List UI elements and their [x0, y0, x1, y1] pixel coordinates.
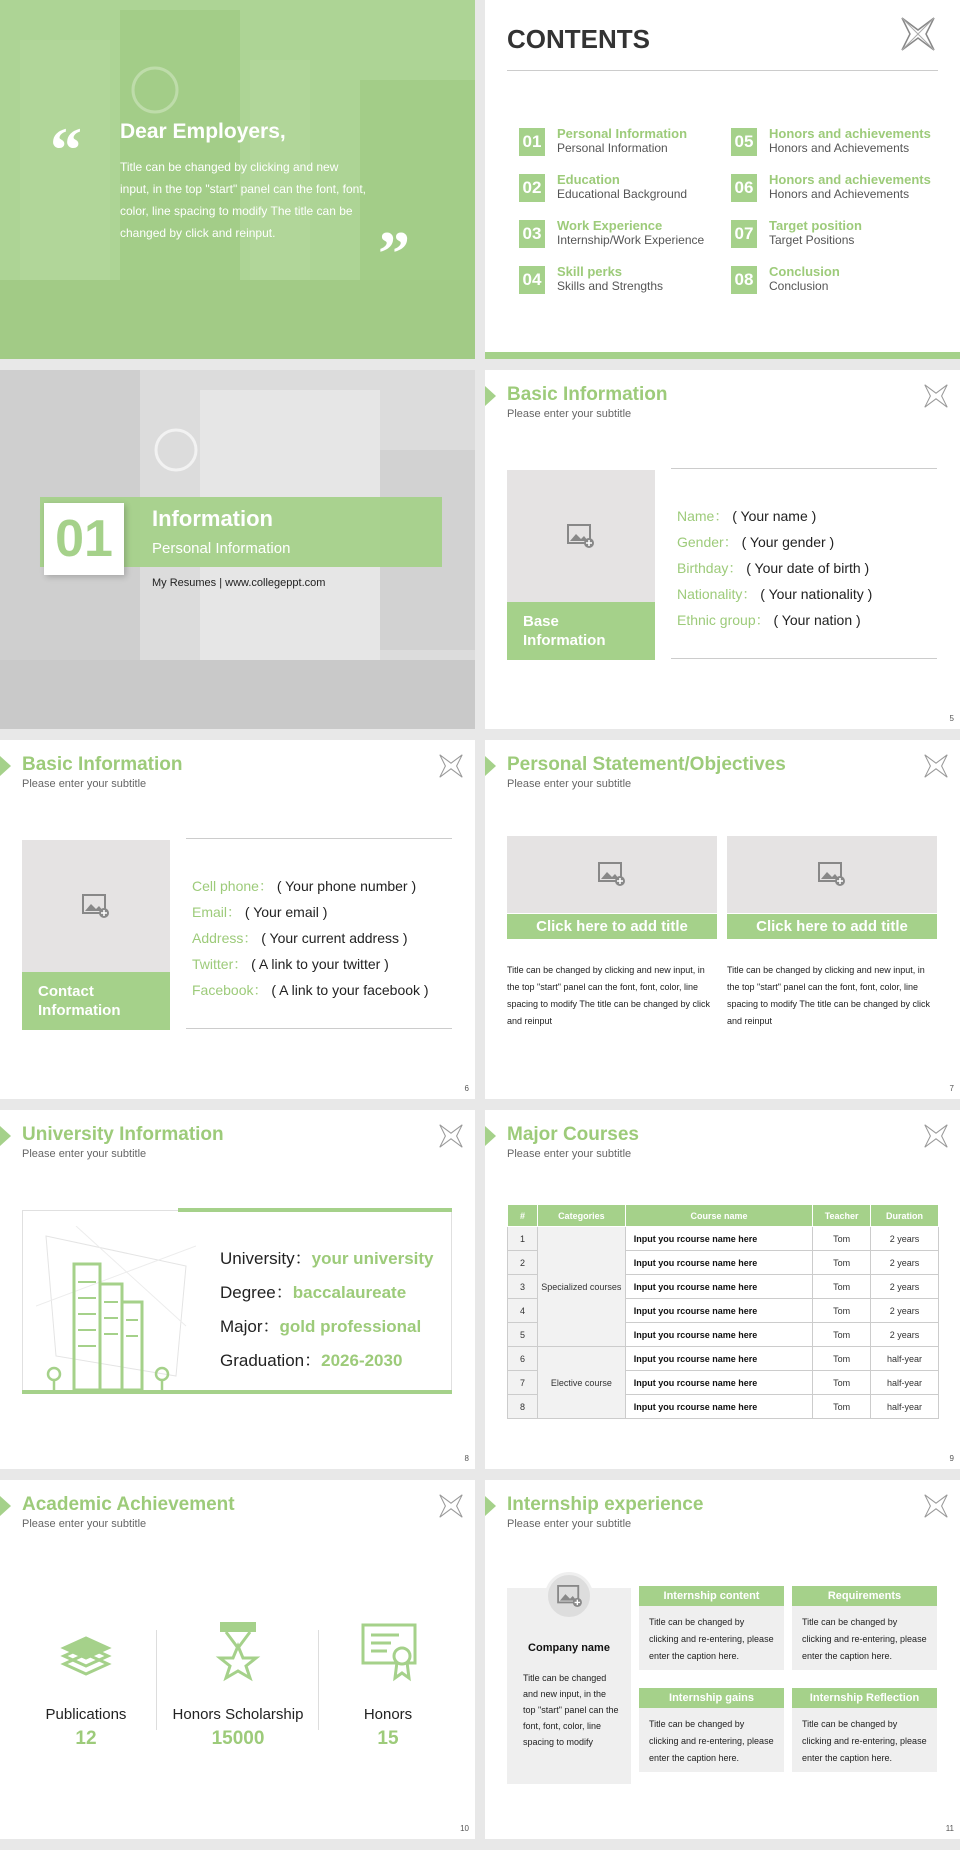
- statement-text-right[interactable]: Title can be changed by clicking and new input, in the top "start" panel can the font, font, color, line spacing to modify The title can be changed by click and reinput: [727, 965, 930, 1026]
- duration: 2 years: [871, 1275, 939, 1299]
- toc-subtitle: Internship/Work Experience: [557, 233, 705, 247]
- field-cell-phone[interactable]: [192, 876, 416, 896]
- major-row[interactable]: [220, 1312, 421, 1337]
- section-title[interactable]: Information: [152, 506, 273, 531]
- company-card[interactable]: [507, 1588, 631, 1784]
- graduation-row[interactable]: [220, 1346, 402, 1371]
- field-key: Cell phone：: [192, 878, 273, 894]
- slide-major-courses: [485, 1110, 960, 1469]
- section-arrow-icon: [0, 756, 11, 776]
- slide-subtitle[interactable]: Please enter your subtitle: [507, 1518, 632, 1530]
- row-key: Degree：: [220, 1283, 293, 1302]
- row-index: 8: [508, 1395, 538, 1419]
- field-value: ( Your current address ): [261, 930, 408, 946]
- bottom-divider: [671, 658, 937, 659]
- toc-number: 03: [519, 220, 545, 248]
- slide-subtitle[interactable]: Please enter your subtitle: [22, 1518, 147, 1530]
- university-top-bar: [178, 1208, 452, 1212]
- statement-text-left[interactable]: Title can be changed by clicking and new input, in the top "start" panel can the font, font, color, line spacing to modify The title can be changed by click and reinput: [507, 965, 710, 1026]
- toc-title: Honors and achievements: [769, 126, 931, 141]
- slide-subtitle[interactable]: Please enter your subtitle: [507, 778, 632, 790]
- toc-number: 01: [519, 128, 545, 156]
- internship-gains-box[interactable]: [639, 1688, 784, 1772]
- row-index: 1: [508, 1227, 538, 1251]
- image-placeholder-icon: [567, 524, 595, 548]
- bottom-divider: [186, 1028, 452, 1029]
- field-key: Facebook：: [192, 982, 268, 998]
- toc-title: Target position: [769, 218, 862, 233]
- page-number: 5: [949, 714, 954, 723]
- slide-subtitle[interactable]: Please enter your subtitle: [22, 778, 147, 790]
- slide-personal-statement: [485, 740, 960, 1099]
- toc-subtitle: Target Positions: [769, 233, 855, 247]
- company-logo-placeholder[interactable]: [545, 1572, 593, 1620]
- internship-content-box[interactable]: [639, 1586, 784, 1670]
- section-arrow-icon: [0, 1126, 11, 1146]
- section-arrow-icon: [0, 1496, 11, 1516]
- toc-subtitle: Honors and Achievements: [769, 141, 910, 155]
- row-key: Major：: [220, 1317, 280, 1336]
- course-name: Input you rcourse name here: [625, 1347, 812, 1371]
- field-key: Gender：: [677, 534, 738, 550]
- teacher: Tom: [813, 1227, 871, 1251]
- page-number: 11: [945, 1824, 954, 1833]
- duration: 2 years: [871, 1227, 939, 1251]
- slide-section-01: [0, 370, 475, 729]
- open-quote-icon: “: [50, 114, 82, 185]
- certificate-icon: [360, 1622, 418, 1682]
- toc-title: Personal Information: [557, 126, 688, 141]
- slide-title[interactable]: Basic Information: [22, 754, 183, 775]
- section-arrow-icon: [485, 756, 496, 776]
- contact-information-label[interactable]: Contact Information: [22, 972, 170, 1030]
- toc-item-03[interactable]: [519, 218, 719, 252]
- toc-subtitle: Honors and Achievements: [769, 187, 910, 201]
- field-name[interactable]: [677, 506, 816, 526]
- toc-item-06[interactable]: [731, 172, 931, 206]
- image-placeholder-icon: [557, 1585, 583, 1607]
- toc-title: Conclusion: [769, 264, 840, 279]
- toc-number: 08: [731, 266, 757, 294]
- slide-title[interactable]: University Information: [22, 1124, 224, 1145]
- table-header: Categories: [537, 1205, 625, 1227]
- section-arrow-icon: [485, 1496, 496, 1516]
- field-ethnic-group[interactable]: [677, 610, 861, 630]
- slide-title[interactable]: Basic Information: [507, 384, 668, 405]
- box-header: Internship Reflection: [792, 1688, 937, 1708]
- teacher: Tom: [813, 1347, 871, 1371]
- row-index: 6: [508, 1347, 538, 1371]
- university-bottom-bar: [22, 1390, 452, 1394]
- toc-item-04[interactable]: [519, 264, 719, 298]
- row-index: 4: [508, 1299, 538, 1323]
- courses-table: [507, 1204, 939, 1419]
- course-name: Input you rcourse name here: [625, 1371, 812, 1395]
- building-icon: [36, 1226, 196, 1392]
- toc-item-02[interactable]: [519, 172, 719, 206]
- teacher: Tom: [813, 1323, 871, 1347]
- section-arrow-icon: [485, 386, 496, 406]
- row-key: University：: [220, 1249, 312, 1268]
- table-header: Course name: [625, 1205, 812, 1227]
- slide-university-information: [0, 1110, 475, 1469]
- achievement-label: Publications: [45, 1706, 127, 1723]
- box-body: Title can be changed by clicking and re-entering, please enter the caption here.: [639, 1606, 784, 1670]
- duration: half-year: [871, 1347, 939, 1371]
- field-key: Address：: [192, 930, 258, 946]
- slide-academic-achievement: [0, 1480, 475, 1839]
- image-placeholder-icon: [82, 894, 110, 918]
- toc-item-07[interactable]: [731, 218, 931, 252]
- image-placeholder-right[interactable]: [727, 836, 937, 913]
- star-logo-icon: [898, 14, 938, 54]
- table-header-row: [508, 1205, 939, 1227]
- teacher: Tom: [813, 1395, 871, 1419]
- field-value: ( Your gender ): [741, 534, 835, 550]
- field-birthday[interactable]: [677, 558, 869, 578]
- slide-basic-information: [485, 370, 960, 729]
- slide-internship-experience: [485, 1480, 960, 1839]
- slide-contact-information: [0, 740, 475, 1099]
- top-divider: [186, 838, 452, 839]
- photo-placeholder[interactable]: [22, 840, 170, 972]
- toc-subtitle: Educational Background: [557, 187, 688, 201]
- star-logo-icon: [922, 382, 950, 410]
- achievement-value: 12: [75, 1728, 97, 1749]
- table-row[interactable]: [508, 1347, 939, 1371]
- table-header: Duration: [871, 1205, 939, 1227]
- field-key: Nationality：: [677, 586, 757, 602]
- field-email[interactable]: [192, 902, 327, 922]
- toc-subtitle: Conclusion: [769, 279, 829, 293]
- field-value: ( Your nationality ): [760, 586, 873, 602]
- field-value: ( A link to your twitter ): [251, 956, 389, 972]
- duration: 2 years: [871, 1323, 939, 1347]
- course-name: Input you rcourse name here: [625, 1323, 812, 1347]
- field-gender[interactable]: [677, 532, 834, 552]
- star-logo-icon: [437, 1492, 465, 1520]
- university-row[interactable]: [220, 1244, 434, 1269]
- field-key: Name：: [677, 508, 729, 524]
- field-value: ( A link to your facebook ): [271, 982, 429, 998]
- slide-subtitle[interactable]: Please enter your subtitle: [507, 1148, 632, 1160]
- field-key: Ethnic group：: [677, 612, 770, 628]
- image-placeholder-icon: [598, 862, 626, 886]
- company-name: Company name: [528, 1642, 610, 1654]
- achievement-value: 15000: [211, 1728, 265, 1749]
- toc-title: Honors and achievements: [769, 172, 931, 187]
- toc-item-05[interactable]: [731, 126, 931, 160]
- books-icon: [58, 1624, 114, 1680]
- section-number: 01: [44, 503, 124, 575]
- section-subtitle[interactable]: Personal Information: [152, 540, 291, 557]
- course-name: Input you rcourse name here: [625, 1395, 812, 1419]
- box-header: Requirements: [792, 1586, 937, 1606]
- toc-number: 05: [731, 128, 757, 156]
- page-number: 6: [464, 1084, 469, 1093]
- field-nationality[interactable]: [677, 584, 872, 604]
- course-name: Input you rcourse name here: [625, 1275, 812, 1299]
- field-value: ( Your phone number ): [276, 878, 417, 894]
- slide-dear-employers: [0, 0, 475, 359]
- star-logo-icon: [437, 752, 465, 780]
- teacher: Tom: [813, 1275, 871, 1299]
- course-name: Input you rcourse name here: [625, 1299, 812, 1323]
- add-title-button-right[interactable]: Click here to add title: [727, 914, 937, 939]
- field-twitter[interactable]: [192, 954, 389, 974]
- course-name: Input you rcourse name here: [625, 1227, 812, 1251]
- photo-placeholder[interactable]: [507, 470, 655, 602]
- field-value: ( Your name ): [732, 508, 817, 524]
- box-body: Title can be changed by clicking and re-entering, please enter the caption here.: [792, 1606, 937, 1670]
- slide-title[interactable]: Academic Achievement: [22, 1494, 235, 1515]
- page-number: 7: [949, 1084, 954, 1093]
- toc-title: Work Experience: [557, 218, 663, 233]
- box-header: Internship content: [639, 1586, 784, 1606]
- table-header: #: [508, 1205, 538, 1227]
- category-cell: Elective course: [537, 1347, 625, 1419]
- duration: half-year: [871, 1371, 939, 1395]
- star-logo-icon: [922, 1492, 950, 1520]
- section-arrow-icon: [485, 1126, 496, 1146]
- image-placeholder-icon: [818, 862, 846, 886]
- teacher: Tom: [813, 1251, 871, 1275]
- toc-number: 04: [519, 266, 545, 294]
- slide-subtitle[interactable]: Please enter your subtitle: [507, 408, 632, 420]
- page-number: 10: [460, 1824, 469, 1833]
- field-facebook[interactable]: [192, 980, 429, 1000]
- duration: half-year: [871, 1395, 939, 1419]
- medal-icon: [212, 1620, 264, 1682]
- internship-reflection-box[interactable]: [792, 1688, 937, 1772]
- row-value: 2026-2030: [321, 1351, 403, 1370]
- table-row[interactable]: [508, 1227, 939, 1251]
- add-title-button-left[interactable]: Click here to add title: [507, 914, 717, 939]
- field-value: ( Your nation ): [773, 612, 861, 628]
- contents-title[interactable]: CONTENTS: [507, 24, 650, 54]
- field-value: ( Your email ): [244, 904, 328, 920]
- achievement-label: Honors Scholarship: [172, 1706, 304, 1723]
- toc-number: 06: [731, 174, 757, 202]
- close-quote-icon: ”: [378, 218, 410, 289]
- box-body: Title can be changed by clicking and re-entering, please enter the caption here.: [792, 1708, 937, 1772]
- duration: 2 years: [871, 1299, 939, 1323]
- toc-title: Education: [557, 172, 620, 187]
- base-information-label[interactable]: Base Information: [507, 602, 655, 660]
- course-name: Input you rcourse name here: [625, 1251, 812, 1275]
- divider: [156, 1630, 157, 1730]
- row-index: 5: [508, 1323, 538, 1347]
- toc-subtitle: Skills and Strengths: [557, 279, 664, 293]
- toc-item-01[interactable]: [519, 126, 719, 160]
- row-value: baccalaureate: [292, 1283, 407, 1302]
- teacher: Tom: [813, 1371, 871, 1395]
- field-value: ( Your date of birth ): [746, 560, 870, 576]
- greeting-body[interactable]: Title can be changed by clicking and new input, in the top "start" panel can the font, font, color, line spacing to modify The title can be changed by click and reinput.: [120, 160, 367, 240]
- field-key: Email：: [192, 904, 242, 920]
- row-index: 3: [508, 1275, 538, 1299]
- greeting-title[interactable]: Dear Employers,: [120, 120, 286, 143]
- field-key: Birthday：: [677, 560, 743, 576]
- row-value: gold professional: [279, 1317, 422, 1336]
- requirements-box[interactable]: [792, 1586, 937, 1670]
- contents-bottom-bar: [485, 352, 960, 359]
- company-text: Title can be changed and new input, in the top "start" panel can the font, font, color, line spacing to modify: [523, 1673, 619, 1747]
- star-logo-icon: [922, 752, 950, 780]
- row-index: 7: [508, 1371, 538, 1395]
- toc-number: 02: [519, 174, 545, 202]
- image-placeholder-left[interactable]: [507, 836, 717, 913]
- star-logo-icon: [437, 1122, 465, 1150]
- slide-title[interactable]: Internship experience: [507, 1494, 704, 1515]
- table-header: Teacher: [813, 1205, 871, 1227]
- box-header: Internship gains: [639, 1688, 784, 1708]
- degree-row[interactable]: [220, 1278, 406, 1303]
- row-index: 2: [508, 1251, 538, 1275]
- page-number: 9: [949, 1454, 954, 1463]
- contents-divider: [507, 70, 938, 71]
- top-divider: [671, 468, 937, 469]
- box-body: Title can be changed by clicking and re-entering, please enter the caption here.: [639, 1708, 784, 1772]
- resume-website-text[interactable]: My Resumes | www.collegeppt.com: [152, 577, 326, 589]
- slide-title[interactable]: Major Courses: [507, 1124, 639, 1145]
- teacher: Tom: [813, 1299, 871, 1323]
- duration: 2 years: [871, 1251, 939, 1275]
- field-address[interactable]: [192, 928, 408, 948]
- star-logo-icon: [922, 1122, 950, 1150]
- category-cell: Specialized courses: [537, 1227, 625, 1347]
- achievement-value: 15: [377, 1728, 399, 1749]
- row-value: your university: [311, 1249, 434, 1268]
- toc-subtitle: Personal Information: [557, 141, 668, 155]
- slide-title[interactable]: Personal Statement/Objectives: [507, 754, 786, 775]
- row-key: Graduation：: [220, 1351, 322, 1370]
- slide-subtitle[interactable]: Please enter your subtitle: [22, 1148, 147, 1160]
- field-key: Twitter：: [192, 956, 248, 972]
- toc-item-08[interactable]: [731, 264, 931, 298]
- page-number: 8: [464, 1454, 469, 1463]
- achievement-label: Honors: [363, 1706, 413, 1723]
- toc-title: Skill perks: [557, 264, 623, 279]
- slide-contents: [485, 0, 960, 359]
- toc-number: 07: [731, 220, 757, 248]
